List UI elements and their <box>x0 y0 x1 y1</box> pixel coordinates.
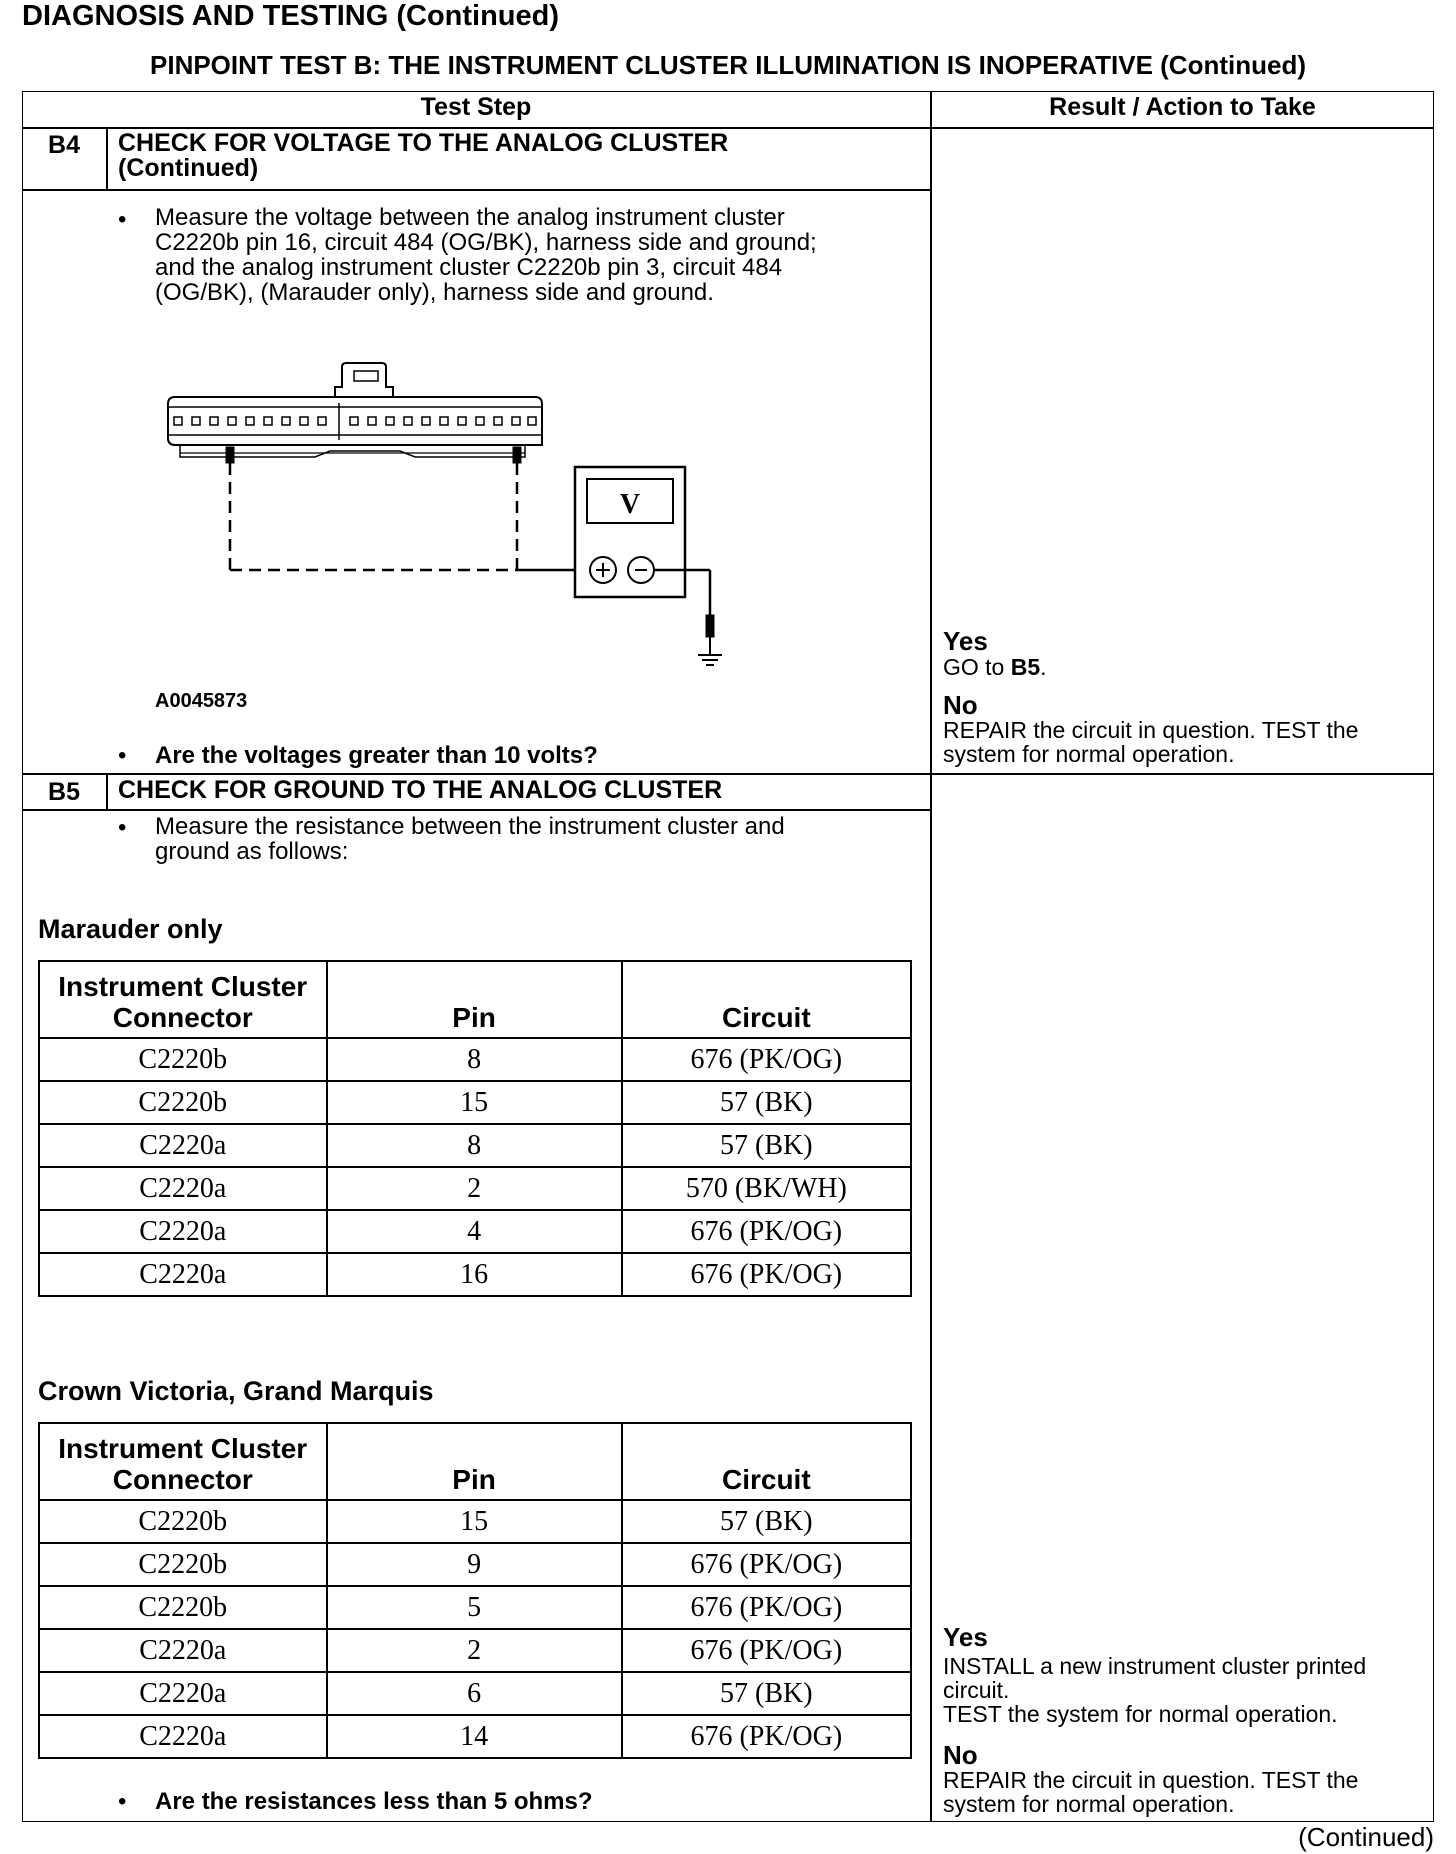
column-header: Instrument Cluster Connector <box>39 1423 327 1500</box>
step-id-divider <box>106 773 108 810</box>
circuit-cell: 676 (PK/OG) <box>622 1253 911 1296</box>
step-title-divider <box>22 189 930 191</box>
pin-cell: 5 <box>327 1586 622 1629</box>
connector-pins <box>174 417 536 425</box>
pin-cell: 6 <box>327 1672 622 1715</box>
pin-cell: 2 <box>327 1629 622 1672</box>
table-row <box>39 1124 911 1167</box>
pin-cell: 2 <box>327 1167 622 1210</box>
header-test-step: Test Step <box>420 93 532 121</box>
connector-cell: C2220a <box>39 1672 327 1715</box>
connector-cell: C2220a <box>39 1210 327 1253</box>
pin-table-marauder <box>38 960 912 1297</box>
page-title: DIAGNOSIS AND TESTING (Continued) <box>22 0 560 32</box>
column-divider <box>930 91 932 1822</box>
connector-cell: C2220a <box>39 1715 327 1758</box>
table-row <box>39 1672 911 1715</box>
pin-cell: 16 <box>327 1253 622 1296</box>
table-row <box>39 1500 911 1543</box>
table-label-marauder: Marauder only <box>38 914 223 944</box>
result-no-b4: No <box>943 690 978 720</box>
pin-cell: 8 <box>327 1124 622 1167</box>
column-header: Circuit <box>622 1423 911 1500</box>
header-result: Result / Action to Take <box>1049 93 1316 121</box>
connector-cell: C2220b <box>39 1038 327 1081</box>
circuit-cell: 676 (PK/OG) <box>622 1586 911 1629</box>
connector-cell: C2220a <box>39 1124 327 1167</box>
pin-cell: 15 <box>327 1500 622 1543</box>
circuit-cell: 676 (PK/OG) <box>622 1715 911 1758</box>
action-no-b5: REPAIR the circuit in question. TEST the system for normal operation. <box>943 1767 1359 1817</box>
table-row <box>39 1543 911 1586</box>
column-header: Instrument Cluster Connector <box>39 961 327 1038</box>
table-row <box>39 1629 911 1672</box>
table-label-crown-victoria: Crown Victoria, Grand Marquis <box>38 1376 434 1406</box>
connector-cell: C2220b <box>39 1543 327 1586</box>
connector-cell: C2220b <box>39 1081 327 1124</box>
result-no-b5: No <box>943 1740 978 1770</box>
pin-cell: 8 <box>327 1038 622 1081</box>
table-row <box>39 1210 911 1253</box>
table-row <box>39 1586 911 1629</box>
question-b4: Are the voltages greater than 10 volts? <box>155 742 598 769</box>
pin-cell: 9 <box>327 1543 622 1586</box>
pinpoint-test-title: PINPOINT TEST B: THE INSTRUMENT CLUSTER ILLUMINATION IS INOPERATIVE (Continued) <box>150 50 1306 80</box>
voltmeter-connector-diagram <box>150 355 770 695</box>
pin-cell: 14 <box>327 1715 622 1758</box>
bullet: • <box>118 814 127 841</box>
column-header: Circuit <box>622 961 911 1038</box>
circuit-cell: 57 (BK) <box>622 1500 911 1543</box>
step-title-b5: CHECK FOR GROUND TO THE ANALOG CLUSTER <box>118 776 723 804</box>
circuit-cell: 676 (PK/OG) <box>622 1038 911 1081</box>
column-header: Pin <box>327 961 622 1038</box>
pin-table-crown-victoria <box>38 1422 912 1759</box>
instruction-b5: Measure the resistance between the instrument cluster and ground as follows: <box>155 813 785 865</box>
column-header: Pin <box>327 1423 622 1500</box>
step-id-b4: B4 <box>48 131 80 159</box>
connector-cell: C2220b <box>39 1586 327 1629</box>
table-row <box>39 1081 911 1124</box>
step-title-divider <box>22 809 930 811</box>
bullet: • <box>118 742 127 769</box>
bullet: • <box>118 1788 127 1815</box>
question-b5: Are the resistances less than 5 ohms? <box>155 1788 593 1815</box>
continued-footer: (Continued) <box>1298 1822 1434 1852</box>
figure-id: A0045873 <box>155 690 248 712</box>
circuit-cell: 676 (PK/OG) <box>622 1629 911 1672</box>
action-no-b4: REPAIR the circuit in question. TEST the system for normal operation. <box>943 717 1359 767</box>
connector-cell: C2220a <box>39 1167 327 1210</box>
table-row <box>39 1715 911 1758</box>
bullet: • <box>118 206 127 233</box>
circuit-cell: 676 (PK/OG) <box>622 1543 911 1586</box>
circuit-cell: 570 (BK/WH) <box>622 1167 911 1210</box>
connector-cell: C2220a <box>39 1629 327 1672</box>
pin-cell: 4 <box>327 1210 622 1253</box>
table-row <box>39 1167 911 1210</box>
table-row <box>39 1038 911 1081</box>
step-id-b5: B5 <box>48 778 80 806</box>
instruction-b4: Measure the voltage between the analog instrument cluster C2220b pin 16, circuit 484 (OG/BK), harness side and ground; and the analog instrument cluster C2220b pin 3, circuit 484 (OG/BK), (Marauder only), harness side and ground. <box>155 204 817 306</box>
table-row <box>39 1253 911 1296</box>
action-yes-b4: GO to B5. <box>943 654 1047 680</box>
circuit-cell: 57 (BK) <box>622 1124 911 1167</box>
step-divider <box>22 773 1434 775</box>
connector-cell: C2220b <box>39 1500 327 1543</box>
result-yes-b4: Yes <box>943 626 988 656</box>
step-id-divider <box>106 127 108 190</box>
circuit-cell: 676 (PK/OG) <box>622 1210 911 1253</box>
circuit-cell: 57 (BK) <box>622 1081 911 1124</box>
step-title-b4: CHECK FOR VOLTAGE TO THE ANALOG CLUSTER (Continued) <box>118 129 729 182</box>
circuit-cell: 57 (BK) <box>622 1672 911 1715</box>
action-yes-b5: INSTALL a new instrument cluster printed circuit. TEST the system for normal operation. <box>943 1653 1367 1727</box>
connector-cell: C2220a <box>39 1253 327 1296</box>
pin-cell: 15 <box>327 1081 622 1124</box>
voltmeter-label: V <box>619 489 641 520</box>
result-yes-b5: Yes <box>943 1622 988 1652</box>
